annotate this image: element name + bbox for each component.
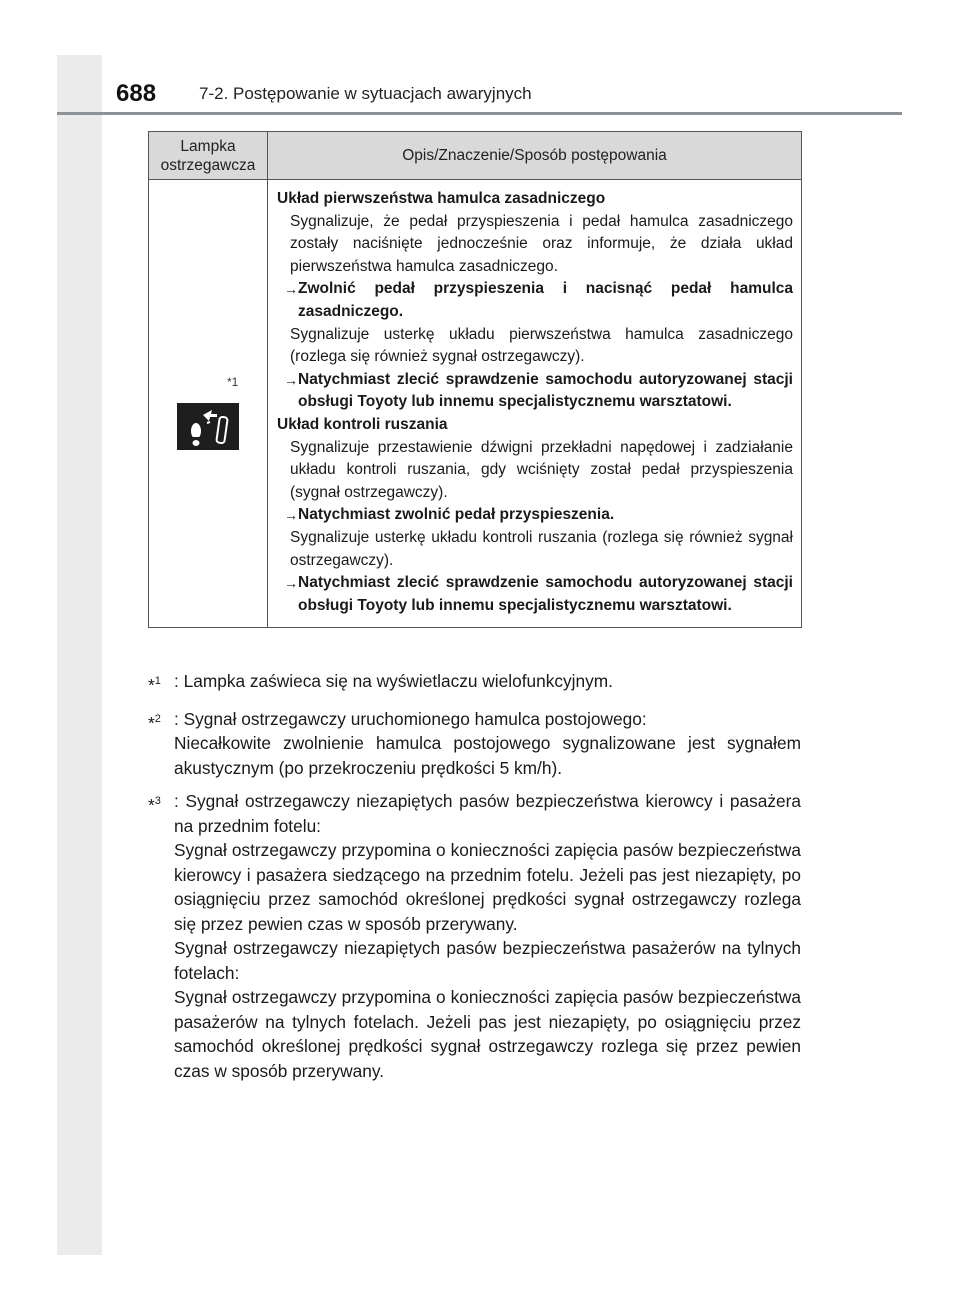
footnote-number: 2 [154,712,161,725]
arrow-right-icon: → [284,281,298,298]
item-description: Sygnalizuje usterkę układu pierwszeństwa hamulca zasadniczego (rozlega się również sygnał ostrzegawczy). [290,325,793,366]
action-step [277,278,793,323]
header-divider [57,112,902,115]
arrow-right-icon: → [284,371,298,388]
footnote-mark [148,789,174,1083]
footnote-paragraph: Niecałkowite zwolnienie hamulca postojowego sygnalizowane jest sygnałem akustycznym (po przekroczeniu prędkości 5 km/h). [174,733,801,778]
item-title-drive-start-control: Układ kontroli ruszania [277,415,448,433]
action-text: Natychmiast zlecić sprawdzenie samochodu autoryzowanej stacji obsługi Toyoty lub innemu specjalistycznemu warsztatowi. [298,370,793,411]
lamp-cell [149,180,268,628]
page-number: 688 [116,80,157,107]
footnote-number: 3 [154,795,161,807]
footnote-1 [148,669,801,698]
footnotes [148,669,801,1092]
asterisk: * [148,795,155,815]
action-step [277,572,793,617]
foot-on-pedal-warning-icon [177,403,239,450]
warning-lamp-table [148,131,802,628]
table-header-row [149,132,802,180]
footnote-paragraph: Sygnał ostrzegawczy niezapiętych pasów bezpieczeństwa pasażerów na tylnych fotelach: [174,938,801,983]
footnote-number: 1 [154,675,161,687]
item-description: Sygnalizuje usterkę układu kontroli ruszania (rozlega się również sygnał ostrzegawczy). [290,528,793,569]
action-text: Zwolnić pedał przyspieszenia i nacisnąć pedał hamulca zasadniczego. [298,280,793,320]
footnote-mark [148,707,174,781]
footnote-3 [148,789,801,1083]
action-text: Natychmiast zlecić sprawdzenie samochodu autoryzowanej stacji obsługi Toyoty lub innemu specjalistycznemu warsztatowi. [298,574,793,614]
footnote-paragraph: Sygnał ostrzegawczy przypomina o konieczności zapięcia pasów bezpieczeństwa kierowcy i pasażera siedzącego na przednim fotelu. Jeżeli pas jest niezapięty, po osiągnięciu przez samochód określonej prędkości sygnał ostrzegawczy rozlega się przez pewien czas w sposób przerywany. [174,840,801,934]
page-margin-tab [57,55,102,1255]
footnote-line: : Lampka zaświeca się na wyświetlaczu wielofunkcyjnym. [174,671,613,691]
footnote-line: : Sygnał ostrzegawczy niezapiętych pasów bezpieczeństwa kierowcy i pasażera na przednim fotelu: [174,791,801,836]
footnote-text [174,789,801,1083]
footnote-2 [148,707,801,781]
item-description: Sygnalizuje, że pedał przyspieszenia i pedał hamulca zasadniczego zostały naciśnięte jednocześnie oraz informuje, że działa układ pierwszeństwa hamulca zasadniczego. [290,212,793,275]
footnote-paragraph: Sygnał ostrzegawczy przypomina o konieczności zapięcia pasów bezpieczeństwa pasażerów na tylnych fotelach. Jeżeli pas jest niezapięty, po osiągnięciu przez samochód określonej prędkości sygnał ostrzegawczy rozlega się przez pewien czas w sposób przerywany. [174,987,801,1081]
arrow-right-icon: → [284,575,298,592]
column-header-lamp: Lampka ostrzegawcza [149,132,268,180]
action-text: Natychmiast zwolnić pedał przyspieszenia. [298,506,615,524]
page-header [102,55,902,113]
asterisk: * [148,675,155,695]
table-row [149,180,802,628]
footnote-text [174,707,801,781]
item-description: Sygnalizuje przestawienie dźwigni przekładni napędowej i zadziałanie układu kontroli ruszania, gdy wciśnięty został pedał przyspieszenia (sygnał ostrzegawczy). [290,438,793,501]
footnote-mark [148,669,174,698]
lamp-footnote-mark: *1 [227,375,239,389]
asterisk: * [148,712,155,733]
action-step [277,504,793,527]
column-header-description: Opis/Znaczenie/Sposób postępowania [268,132,802,180]
description-cell [268,180,802,628]
arrow-right-icon: → [284,507,298,524]
action-step [277,369,793,414]
footnote-text [174,669,801,698]
section-title: 7-2. Postępowanie w sytuacjach awaryjnych [199,84,532,103]
item-title-brake-override: Układ pierwszeństwa hamulca zasadniczego [277,190,606,207]
footnote-line: : Sygnał ostrzegawczy uruchomionego hamulca postojowego: [174,708,647,729]
